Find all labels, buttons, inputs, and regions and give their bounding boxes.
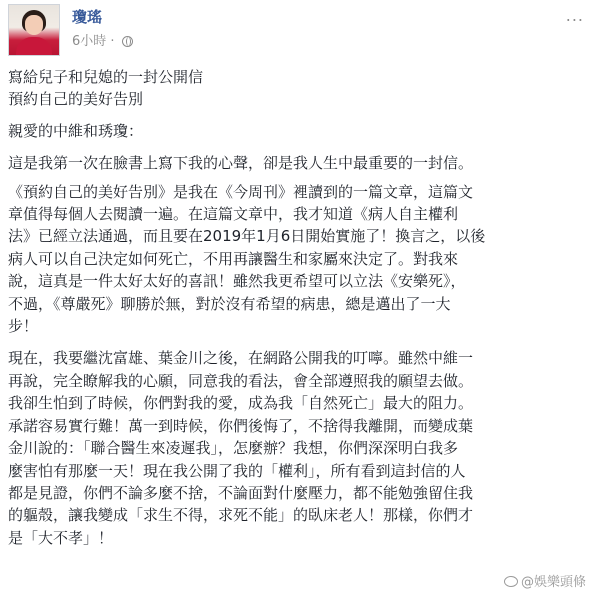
paragraph-line: 是「大不孝」！ <box>8 528 114 547</box>
paragraph-line: 步！ <box>8 317 39 336</box>
title-line: 預約自己的美好告別 <box>8 90 144 109</box>
paragraph-line: 的軀殼，讓我變成「求生不得，求死不能」的臥床老人！那樣，你們才 <box>8 506 474 525</box>
post-header <box>8 4 592 56</box>
paragraph-line: 不過，《尊嚴死》聊勝於無，對於沒有希望的病患，總是邁出了一大 <box>8 294 451 313</box>
post-timestamp[interactable]: 6小時 <box>72 34 107 49</box>
paragraph-line: 病人可以自己決定如何死亡，不用再讓醫生和家屬來決定了。對我來 <box>8 249 459 268</box>
paragraph-line: 法》已經立法通過，而且要在2019年1月6日開始實施了！換言之，以後 <box>8 227 486 246</box>
paragraph-line: 章值得每個人去閱讀一遍。在這篇文章中，我才知道《病人自主權利 <box>8 205 459 224</box>
watermark <box>504 571 586 590</box>
separator-dot: · <box>106 34 119 49</box>
paragraph-line: 承諾容易實行難！萬一到時候，你們後悔了，不捨得我離開，而變成葉 <box>8 416 474 435</box>
paragraph-line: 金川說的：「聯合醫生來凌遲我」，怎麼辦？我想，你們深深明白我多 <box>8 439 459 458</box>
author-avatar[interactable] <box>8 4 60 56</box>
more-options-button[interactable]: ... <box>565 6 584 25</box>
greeting: 親愛的中維和琇瓊： <box>8 121 144 140</box>
paragraph-line: 我卻生怕到了時候，你們對我的愛，成為我「自然死亡」最大的阻力。 <box>8 394 474 413</box>
post-meta <box>72 30 133 49</box>
author-name[interactable]: 瓊瑤 <box>72 8 103 26</box>
avatar-face <box>25 15 43 35</box>
title-line: 寫給兒子和兒媳的一封公開信 <box>8 68 204 86</box>
avatar-body <box>16 37 52 56</box>
paragraph-line: 現在，我要繼沈富雄、葉金川之後，在網路公開我的叮嚀。雖然中維一 <box>8 349 474 368</box>
paragraph-line: 說，這真是一件太好太好的喜訊！雖然我更希望可以立法《安樂死》， <box>8 272 466 291</box>
post-body <box>8 66 592 549</box>
weibo-icon <box>504 576 518 587</box>
paragraph-line: 再說，完全瞭解我的心願，同意我的看法，會全部遵照我的願望去做。 <box>8 371 474 390</box>
watermark-text: @娛樂頭條 <box>520 575 586 590</box>
paragraph-line: 《預約自己的美好告別》是我在《今周刊》裡讀到的一篇文章，這篇文 <box>8 182 474 201</box>
globe-icon[interactable] <box>122 36 133 47</box>
paragraph-line: 都是見證，你們不論多麼不捨，不論面對什麼壓力，都不能勉強留住我 <box>8 483 474 502</box>
paragraph-line: 麼害怕有那麼一天！現在我公開了我的「權利」，所有看到這封信的人 <box>8 461 466 480</box>
intro-line: 這是我第一次在臉書上寫下我的心聲，卻是我人生中最重要的一封信。 <box>8 154 474 173</box>
